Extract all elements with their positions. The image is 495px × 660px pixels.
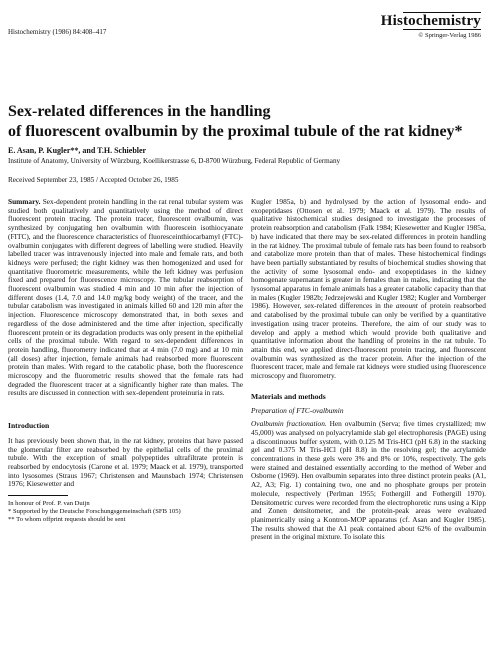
- authors: E. Asan, P. Kugler**, and T.H. Schiebler: [8, 146, 147, 155]
- footnote-rule: [8, 495, 68, 496]
- introduction-heading: Introduction: [8, 421, 50, 431]
- introduction-continued: [251, 198, 486, 381]
- fractionation-paragraph: [251, 420, 486, 542]
- intro-continued-part-2: of protein reabsorbed and catabolised by the proximal tubule can only be verified by a quantitative investigation using tracer proteins. Therefore, the aim of our study was to develop and apply a method which would provide both qualitative and quantitative information about the handling of proteins in the rat tubule. To attain this end, we applied direct-fluorescent protein tracing, and fluorescent ovalbumin was synthesized as the tracer protein. After the injection of the fluorescent tracer, male and female rat kidneys were studied using fluorescence microscopy and fluorometry.: [251, 301, 486, 381]
- publisher-copyright: © Springer-Verlag 1986: [418, 32, 481, 39]
- footnotes: [8, 500, 243, 524]
- methods-heading: Materials and methods: [251, 391, 326, 401]
- journal-logo-title: Histochemistry: [380, 13, 481, 29]
- title-line-1: Sex-related differences in the handling: [8, 103, 271, 120]
- article-title: [8, 102, 488, 142]
- affiliation: Institute of Anatomy, University of Würzburg, Koellikerstrasse 6, D-8700 Würzburg, Federal Republic of Germany: [8, 157, 341, 165]
- intro-italic-amount: amount: [395, 301, 418, 311]
- summary-label: Summary.: [8, 197, 41, 206]
- footnote-dedication: In honour of Prof. P. van Duijn: [8, 500, 90, 508]
- introduction-text: It has previously been shown that, in the rat kidney, proteins that have passed the glomerular filter are reabsorbed by the epithelial cells of the proximal tubule. With the exception of small polypeptides ultrafiltrate protein is reabsorbed by endocytosis (Carone et al. 1979; Maack et al. 1979), transported into lysosomes (Straus 1967; Christensen and Maunsbach 1974; Christensen 1976; Kiesewetter and: [8, 435, 243, 489]
- footnote-funding: * Supported by the Deutsche Forschungsgemeinschaft (SFB 105): [8, 508, 181, 516]
- footnote-offprints: ** To whom offprint requests should be sent: [8, 516, 126, 524]
- left-column: [8, 198, 243, 524]
- summary-text: Sex-dependent protein handling in the rat renal tubular system was studied both qualitatively and quantitatively using the method of direct fluorescent protein tracing. The protein tracer, fluorescent ovalbumin, was synthesized by conjugating hen ovalbumin with fluorescein isothiocyanate (FITC), and the fluorescence characteristics of fluoresceinthiocarbamyl (FTC)-ovalbumin conjugates with different degrees of labelling were studied. Heavily labelled tracer was intravenously injected into male and female rats, and both kidneys were perfused; the right kidney was then homogenized and used for quantitative fluorometric measurements, while the left kidney was perfusion fixed and prepared for fluorescence microscopy. The tubular reabsorption of fluorescent ovalbumin was studied 4 min and 10 min after the injection of different doses (1.4, 7.0 and 14.0 mg/kg body weight) of the tracer, and the tubular catabolism was investigated in animals killed 60 and 120 min after the injection. Fluorescence microscopy demonstrated that, in both sexes and regardless of the dose administered and the time after injection, specifically fluorescent protein or its degradation products was only present in the epithelial cells of the proximal tubule. With regard to sex-dependent differences in protein handling, fluorometry indicated that at 4 min (7.0 mg) and at 10 min (all doses) after injection, female animals had reabsorbed more fluorescent protein than males. With regard to the catabolic phase, both the fluorescence microscopy and the fluorometric results showed that the female rats had degraded the fluorescent tracer at a significantly higher rate than males. The results are discussed in connection with sex-dependent proteinuria in rats.: [8, 197, 243, 398]
- summary-paragraph: [8, 198, 243, 398]
- journal-brand: [381, 12, 481, 39]
- intro-continued-part-1: Kugler 1985a, b) and hydrolysed by the action of lysosomal endo- and exopeptidases (Ottosen et al. 1979; Maack et al. 1979). The results of qualitative histochemical studies designed to investigate the processes of protein reabsorption and catabolism (Falk 1984; Kiesewetter and Kugler 1985a, b) have indicated that there may be sex-related differences in protein handling in the rat kidney. The proximal tubule of female rats has been found to reabsorb and catabolize more protein than that of males. These histochemical findings have been partially substantiated by results of biochemical studies showing that the activity of some lysosomal endo- and exopeptidases in the kidney homogenate supernatant is greater in females than in males, indicating that the lysosomal apparatus in female animals has a greater catabolic capacity than that in males (Kugler 1982b; Jedrzejewski and Kugler 1982; Kugler and Vornberger 1986). However, sex-related differences in the: [251, 197, 486, 311]
- fractionation-label: Ovalbumin fractionation.: [251, 419, 327, 429]
- brand-rule-bottom: [403, 29, 481, 30]
- received-dates: Received September 23, 1985 / Accepted October 26, 1985: [8, 176, 179, 184]
- fractionation-text: Hen ovalbumin (Serva; five times crystallized; mw 45,000) was analysed on polyacrylamide slab gel electrophoresis (PAGE) using a discontinuous buffer system, with 0.125 M Tris-HCl (pH 6.8) in the stacking gel and 0.375 M Tris-HCl (pH 8.8) in the resolving gel; the acrylamide concentrations in these gels were 3% and 8% or 10%, respectively. The gels were stained and destained essentially according to the method of Weber and Osborne (1969). Hen ovalbumin separates into three distinct protein peaks (A1, A2, A3; Fig. 1) containing two, one and no phosphate groups per protein molecule, respectively (Perlman 1955; Fothergill and Fothergill 1970). Densitometric curves were recorded from the electrophoretic runs using a Kipp and Zonen densitometer, and the protein-peak areas were evaluated planimetrically using a Kontron-MOP apparatus (cf. Asan and Kugler 1985). The results showed that the A1 peak contained about 62% of the ovalbumin present in the original mixture. To isolate this: [251, 419, 486, 542]
- preparation-subheading: Preparation of FTC-ovalbumin: [251, 406, 344, 416]
- right-column: [251, 198, 486, 542]
- journal-reference: Histochemistry (1986) 84:408–417: [8, 28, 107, 36]
- title-line-2: of fluorescent ovalbumin by the proximal tubule of the rat kidney*: [8, 123, 463, 140]
